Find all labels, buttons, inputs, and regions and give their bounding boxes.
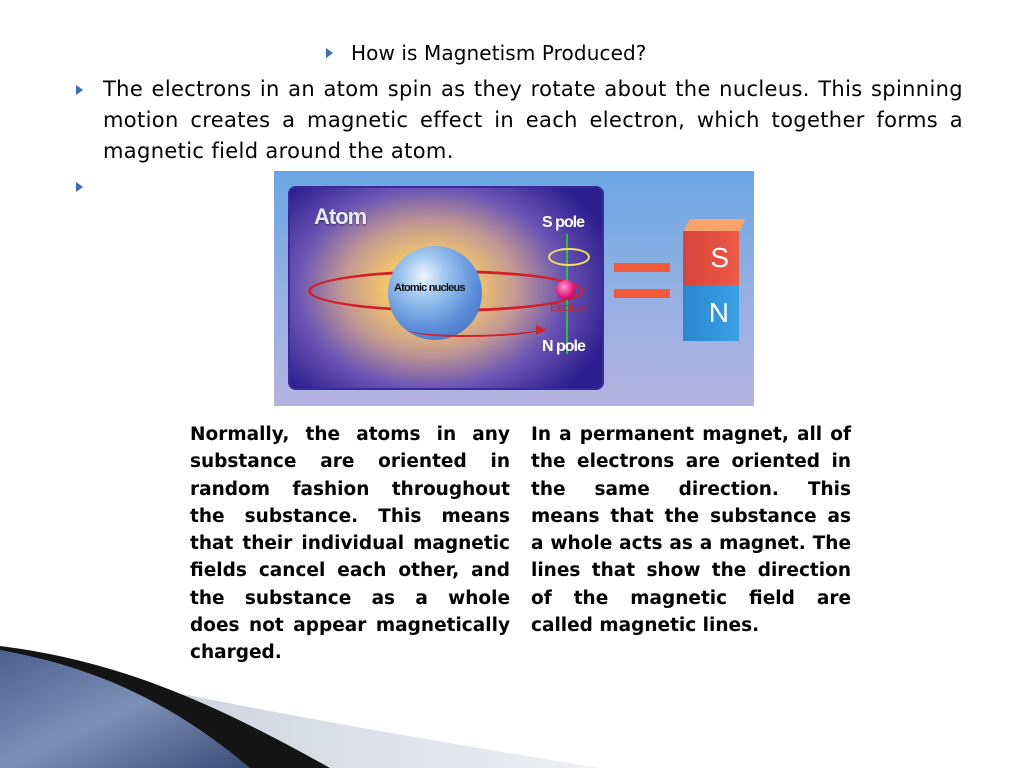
decorative-swoosh [0,640,620,768]
left-text-column: Normally, the atoms in any substance are oriented in random fashion throughout the substance. This means that their individual magnetic fields cancel each other, and the substance as a whole does not appear magnetically charged. [190,424,510,664]
atom-panel [288,186,604,390]
title-row [326,38,646,68]
n-pole-label: N pole [542,338,585,355]
equals-icon [614,263,670,301]
electron-label: Electron [550,302,586,314]
arrowhead-icon [536,325,546,335]
magnet-s-pole: S [683,231,739,285]
bullet-arrow-icon [326,48,333,58]
s-pole-label: S pole [542,214,585,231]
slide-title: How is Magnetism Produced? [351,41,647,65]
orbit-direction-arrow [408,319,548,337]
nucleus-label: Atomic nucleus [394,282,465,294]
spin-direction-icon [548,248,590,266]
bar-magnet [683,219,739,341]
bullet-arrow-icon [76,182,83,192]
main-paragraph: The electrons in an atom spin as they rotate about the nucleus. This spinning motion creates a magnetic effect in each electron, which together forms a magnetic field around the atom. [103,77,963,163]
magnet-n-pole: N [683,285,739,341]
atom-magnet-illustration [274,171,754,406]
electron [556,280,576,300]
bullet-arrow-icon [76,85,83,95]
atom-label: Atom [314,204,367,229]
right-text-column: In a permanent magnet, all of the electrons are oriented in the same direction. This means that the substance as a whole acts as a magnet. The lines that show the direction of the magnetic field are called magnetic lines. [531,424,851,637]
